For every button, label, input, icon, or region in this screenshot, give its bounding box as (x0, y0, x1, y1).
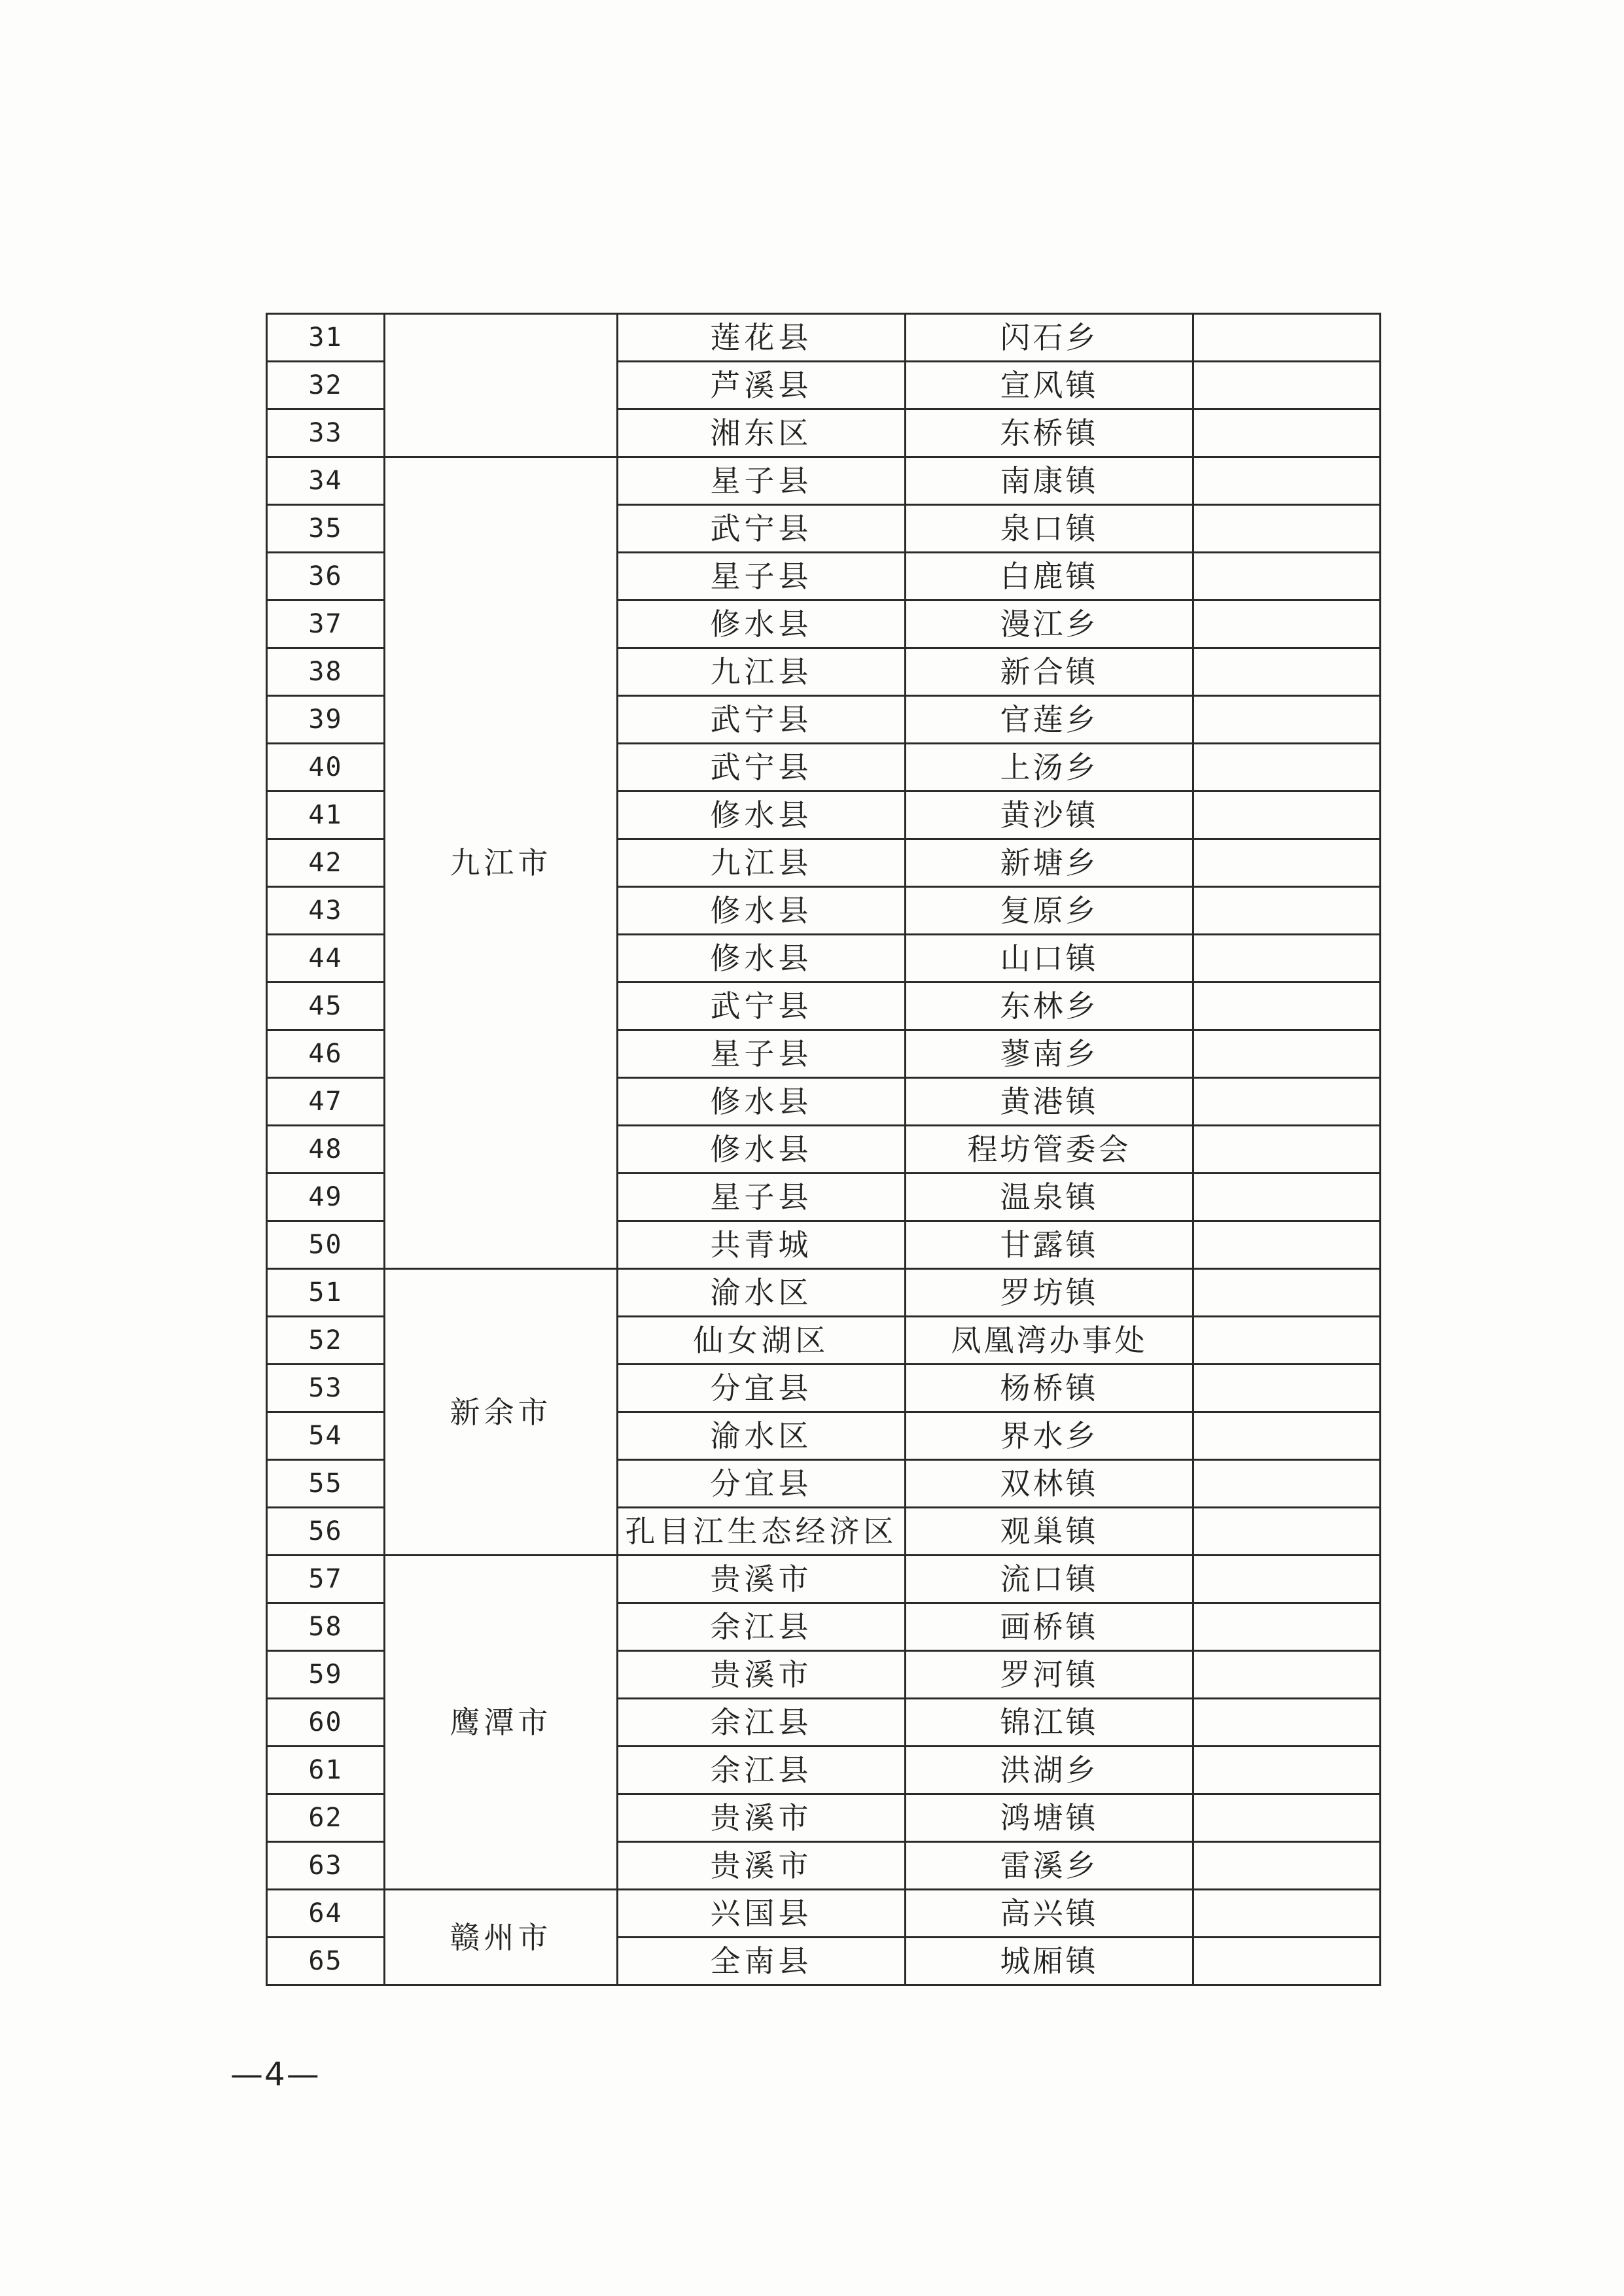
row-number-cell: 40 (267, 744, 385, 791)
county-cell: 武宁县 (618, 983, 906, 1030)
town-cell: 白鹿镇 (906, 553, 1193, 600)
county-cell: 分宜县 (618, 1460, 906, 1508)
remark-cell (1193, 362, 1381, 409)
row-number-cell: 60 (267, 1699, 385, 1747)
county-cell: 余江县 (618, 1747, 906, 1794)
county-cell: 余江县 (618, 1699, 906, 1747)
table-row (267, 1556, 1381, 1603)
county-cell: 修水县 (618, 1126, 906, 1174)
county-cell: 武宁县 (618, 744, 906, 791)
town-cell: 界水乡 (906, 1412, 1193, 1460)
county-cell: 星子县 (618, 1030, 906, 1078)
town-cell: 城厢镇 (906, 1938, 1193, 1985)
row-number-cell: 55 (267, 1460, 385, 1508)
page-number: —4— (230, 2055, 321, 2093)
remark-cell (1193, 1126, 1381, 1174)
county-cell: 兴国县 (618, 1890, 906, 1938)
row-number-cell: 35 (267, 505, 385, 553)
county-cell: 九江县 (618, 648, 906, 696)
remark-cell (1193, 1603, 1381, 1651)
row-number-cell: 63 (267, 1842, 385, 1890)
county-cell: 九江县 (618, 839, 906, 887)
remark-cell (1193, 1938, 1381, 1985)
county-cell: 修水县 (618, 935, 906, 983)
row-number-cell: 38 (267, 648, 385, 696)
county-cell: 湘东区 (618, 409, 906, 457)
county-cell: 修水县 (618, 1078, 906, 1126)
remark-cell (1193, 1842, 1381, 1890)
row-number-cell: 44 (267, 935, 385, 983)
row-number-cell: 59 (267, 1651, 385, 1699)
remark-cell (1193, 887, 1381, 935)
county-cell: 余江县 (618, 1603, 906, 1651)
county-cell: 分宜县 (618, 1365, 906, 1412)
row-number-cell: 42 (267, 839, 385, 887)
town-cell: 程坊管委会 (906, 1126, 1193, 1174)
row-number-cell: 47 (267, 1078, 385, 1126)
remark-cell (1193, 1030, 1381, 1078)
remark-cell (1193, 1890, 1381, 1938)
remark-cell (1193, 457, 1381, 505)
county-cell: 星子县 (618, 1174, 906, 1221)
row-number-cell: 32 (267, 362, 385, 409)
row-number-cell: 52 (267, 1317, 385, 1365)
town-cell: 黄港镇 (906, 1078, 1193, 1126)
remark-cell (1193, 983, 1381, 1030)
town-cell: 罗坊镇 (906, 1269, 1193, 1317)
town-cell: 杨桥镇 (906, 1365, 1193, 1412)
remark-cell (1193, 409, 1381, 457)
town-cell: 观巢镇 (906, 1508, 1193, 1556)
row-number-cell: 62 (267, 1794, 385, 1842)
row-number-cell: 31 (267, 314, 385, 362)
county-cell: 武宁县 (618, 505, 906, 553)
town-cell: 东桥镇 (906, 409, 1193, 457)
town-cell: 甘露镇 (906, 1221, 1193, 1269)
row-number-cell: 65 (267, 1938, 385, 1985)
row-number-cell: 56 (267, 1508, 385, 1556)
remark-cell (1193, 1269, 1381, 1317)
row-number-cell: 61 (267, 1747, 385, 1794)
table-row (267, 1890, 1381, 1938)
town-cell: 锦江镇 (906, 1699, 1193, 1747)
remark-cell (1193, 1174, 1381, 1221)
remark-cell (1193, 648, 1381, 696)
town-cell: 东林乡 (906, 983, 1193, 1030)
county-cell: 渝水区 (618, 1269, 906, 1317)
remark-cell (1193, 935, 1381, 983)
county-cell: 仙女湖区 (618, 1317, 906, 1365)
remark-cell (1193, 839, 1381, 887)
county-cell: 贵溪市 (618, 1794, 906, 1842)
town-cell: 双林镇 (906, 1460, 1193, 1508)
remark-cell (1193, 1651, 1381, 1699)
town-cell: 流口镇 (906, 1556, 1193, 1603)
remark-cell (1193, 505, 1381, 553)
remark-cell (1193, 1556, 1381, 1603)
remark-cell (1193, 1317, 1381, 1365)
remark-cell (1193, 1460, 1381, 1508)
row-number-cell: 37 (267, 600, 385, 648)
town-cell: 南康镇 (906, 457, 1193, 505)
county-cell: 修水县 (618, 791, 906, 839)
town-cell: 新合镇 (906, 648, 1193, 696)
row-number-cell: 43 (267, 887, 385, 935)
row-number-cell: 48 (267, 1126, 385, 1174)
town-cell: 官莲乡 (906, 696, 1193, 744)
town-cell: 高兴镇 (906, 1890, 1193, 1938)
county-cell: 芦溪县 (618, 362, 906, 409)
town-cell: 罗河镇 (906, 1651, 1193, 1699)
town-cell: 蓼南乡 (906, 1030, 1193, 1078)
row-number-cell: 33 (267, 409, 385, 457)
row-number-cell: 49 (267, 1174, 385, 1221)
remark-cell (1193, 1747, 1381, 1794)
row-number-cell: 45 (267, 983, 385, 1030)
row-number-cell: 34 (267, 457, 385, 505)
county-cell: 修水县 (618, 600, 906, 648)
remark-cell (1193, 744, 1381, 791)
town-cell: 闪石乡 (906, 314, 1193, 362)
row-number-cell: 64 (267, 1890, 385, 1938)
row-number-cell: 39 (267, 696, 385, 744)
county-cell: 武宁县 (618, 696, 906, 744)
remark-cell (1193, 791, 1381, 839)
town-cell: 鸿塘镇 (906, 1794, 1193, 1842)
county-cell: 星子县 (618, 457, 906, 505)
row-number-cell: 54 (267, 1412, 385, 1460)
remark-cell (1193, 1078, 1381, 1126)
city-cell: 鹰潭市 (385, 1556, 618, 1890)
table-row (267, 314, 1381, 362)
county-cell: 星子县 (618, 553, 906, 600)
county-cell: 共青城 (618, 1221, 906, 1269)
town-cell: 复原乡 (906, 887, 1193, 935)
town-list-table (266, 313, 1381, 1986)
city-cell (385, 314, 618, 457)
remark-cell (1193, 1794, 1381, 1842)
county-cell: 修水县 (618, 887, 906, 935)
town-cell: 洪湖乡 (906, 1747, 1193, 1794)
county-cell: 全南县 (618, 1938, 906, 1985)
county-cell: 渝水区 (618, 1412, 906, 1460)
table-row (267, 457, 1381, 505)
remark-cell (1193, 1221, 1381, 1269)
row-number-cell: 36 (267, 553, 385, 600)
remark-cell (1193, 1365, 1381, 1412)
town-cell: 新塘乡 (906, 839, 1193, 887)
town-cell: 雷溪乡 (906, 1842, 1193, 1890)
town-cell: 漫江乡 (906, 600, 1193, 648)
row-number-cell: 46 (267, 1030, 385, 1078)
remark-cell (1193, 696, 1381, 744)
remark-cell (1193, 1412, 1381, 1460)
county-cell: 贵溪市 (618, 1556, 906, 1603)
county-cell: 贵溪市 (618, 1651, 906, 1699)
row-number-cell: 41 (267, 791, 385, 839)
row-number-cell: 58 (267, 1603, 385, 1651)
remark-cell (1193, 1508, 1381, 1556)
town-cell: 上汤乡 (906, 744, 1193, 791)
town-cell: 黄沙镇 (906, 791, 1193, 839)
row-number-cell: 50 (267, 1221, 385, 1269)
town-cell: 温泉镇 (906, 1174, 1193, 1221)
remark-cell (1193, 314, 1381, 362)
county-cell: 孔目江生态经济区 (618, 1508, 906, 1556)
city-cell: 九江市 (385, 457, 618, 1269)
city-cell: 新余市 (385, 1269, 618, 1556)
row-number-cell: 53 (267, 1365, 385, 1412)
remark-cell (1193, 600, 1381, 648)
town-cell: 泉口镇 (906, 505, 1193, 553)
town-cell: 宣风镇 (906, 362, 1193, 409)
table-row (267, 1269, 1381, 1317)
town-cell: 山口镇 (906, 935, 1193, 983)
city-cell: 赣州市 (385, 1890, 618, 1985)
town-cell: 画桥镇 (906, 1603, 1193, 1651)
table-body (267, 314, 1381, 1985)
row-number-cell: 51 (267, 1269, 385, 1317)
county-cell: 贵溪市 (618, 1842, 906, 1890)
remark-cell (1193, 553, 1381, 600)
county-cell: 莲花县 (618, 314, 906, 362)
remark-cell (1193, 1699, 1381, 1747)
row-number-cell: 57 (267, 1556, 385, 1603)
town-cell: 凤凰湾办事处 (906, 1317, 1193, 1365)
